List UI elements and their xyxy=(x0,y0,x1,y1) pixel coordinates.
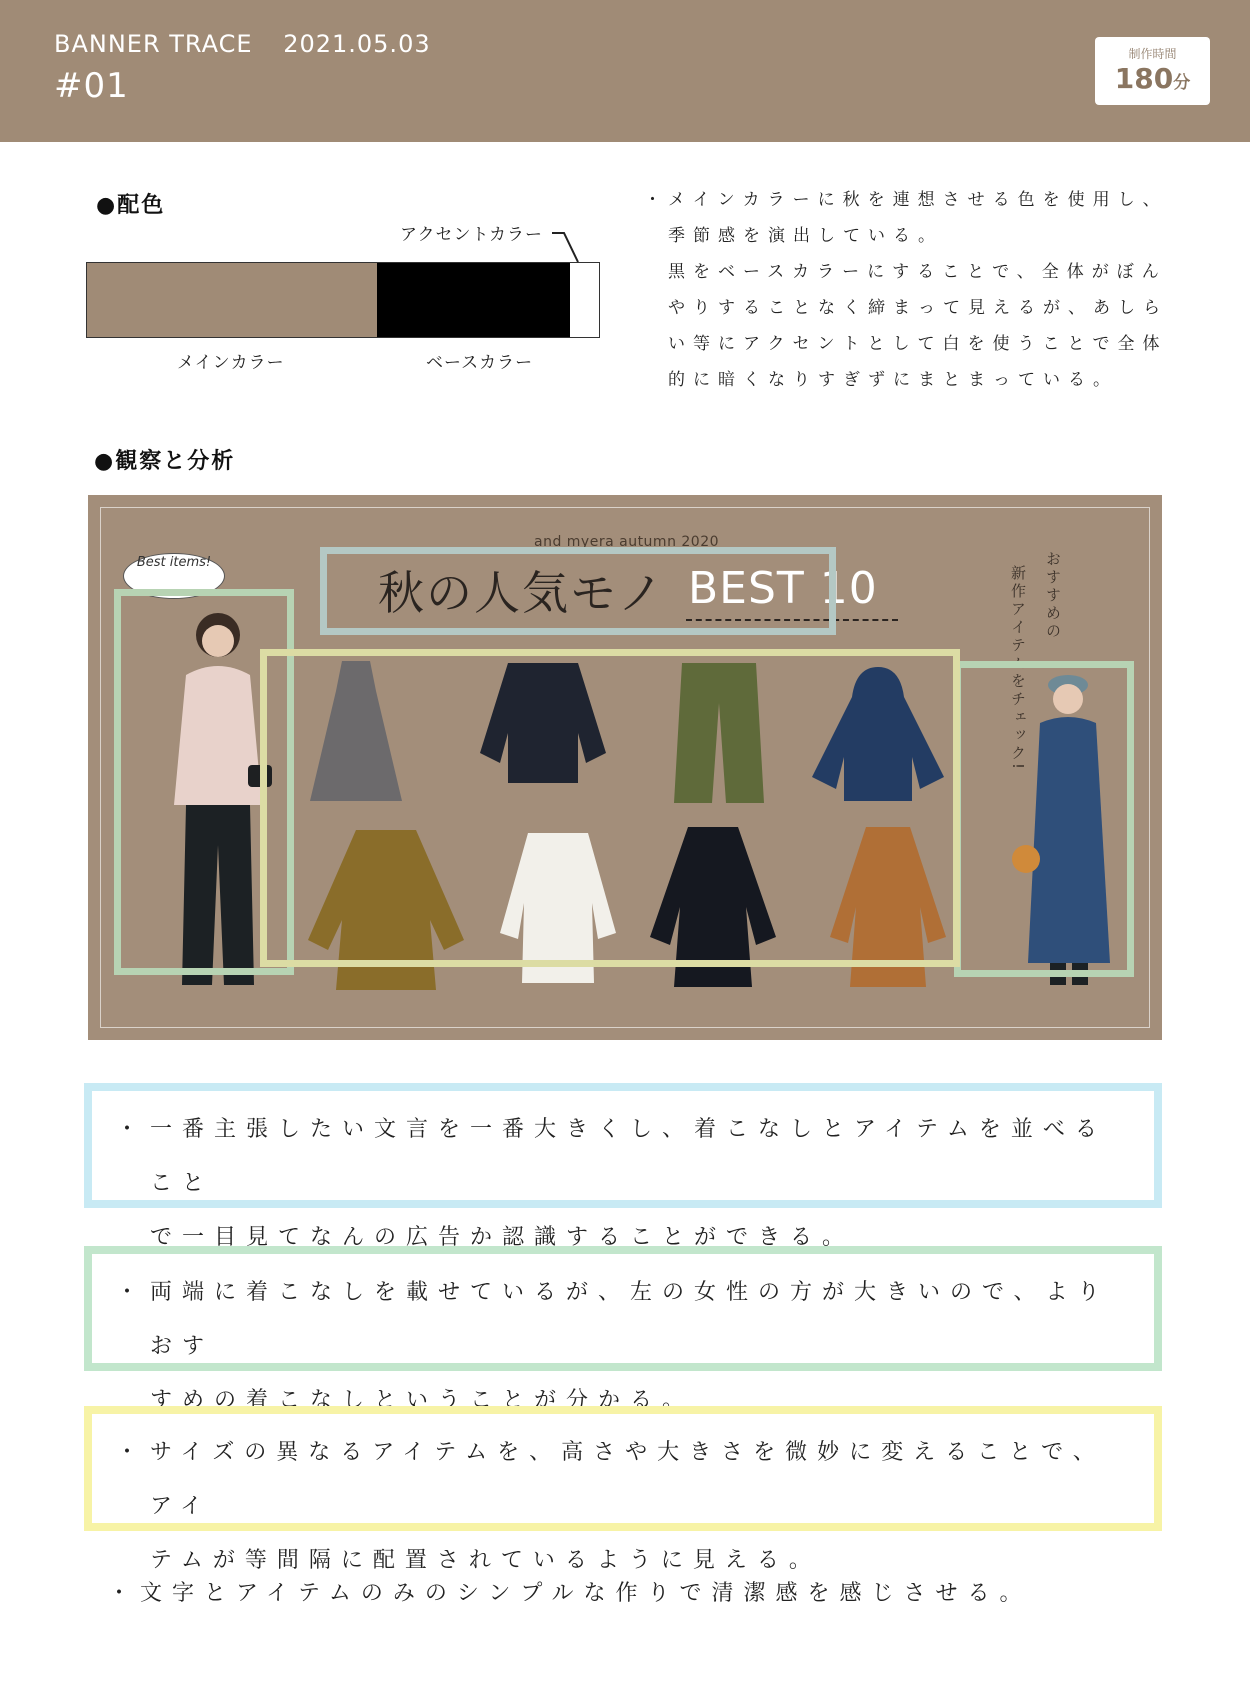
accent-pointer-line xyxy=(552,226,582,266)
note-box-yellow xyxy=(84,1406,1162,1573)
banner-vertical-text-1: おすすめの xyxy=(1044,551,1062,641)
banner-subtitle: and myera autumn 2020 xyxy=(534,534,720,550)
note-bullet: ・ xyxy=(116,1117,139,1142)
items-highlight-box xyxy=(260,649,960,967)
header-date: 2021.05.03 xyxy=(283,30,431,58)
note-box-blue xyxy=(84,1083,1162,1250)
note-line: サイズの異なるアイテムを、高さや大きさを微妙に変えることで、アイ xyxy=(150,1440,1105,1519)
speech-bubble: Best items! xyxy=(123,553,225,599)
color-note-line: い等にアクセントとして白を使うことで全体 xyxy=(668,334,1168,354)
production-time-badge xyxy=(1095,37,1210,105)
production-time-label: 制作時間 xyxy=(1128,47,1177,61)
production-time-unit: 分 xyxy=(1173,73,1191,93)
color-note-bullet: ・ xyxy=(644,190,661,210)
note-bullet: ・ xyxy=(116,1280,139,1305)
color-swatch-bar xyxy=(86,262,600,338)
note-line: 一番主張したい文言を一番大きくし、着こなしとアイテムを並べること xyxy=(150,1117,1107,1196)
main-color-label: メインカラー xyxy=(177,353,285,373)
color-section-heading: ●配色 xyxy=(96,193,166,218)
note-line: すめの着こなしということが分かる。 xyxy=(150,1388,695,1413)
main-color-swatch xyxy=(87,263,377,337)
base-color-label: ベースカラー xyxy=(426,353,534,373)
production-time-value xyxy=(1095,62,1210,95)
header-number: #01 xyxy=(54,66,129,106)
note-line: で一目見てなんの広告か認識することができる。 xyxy=(150,1225,855,1250)
final-note: ・文字とアイテムのみのシンプルな作りで清潔感を感じさせる。 xyxy=(108,1581,1032,1606)
header-bar xyxy=(0,0,1250,142)
color-note-line: 季節感を演出している。 xyxy=(668,226,943,246)
note-line: テムが等間隔に配置されているように見える。 xyxy=(150,1548,821,1573)
banner-best-text: BEST 10 xyxy=(688,563,878,614)
color-note-line: 的に暗くなりすぎずにまとまっている。 xyxy=(668,370,1118,390)
header-title-row xyxy=(54,30,453,58)
color-note-line: 黒をベースカラーにすることで、全体がぼん xyxy=(668,262,1167,282)
note-bullet: ・ xyxy=(116,1440,139,1465)
title-highlight-box xyxy=(320,547,836,635)
note-box-green xyxy=(84,1246,1162,1413)
banner-title: 秋の人気モノ xyxy=(378,566,666,620)
right-model-highlight-box xyxy=(954,661,1134,977)
banner-vertical-text-2: 新作アイテムをチェック! xyxy=(1009,565,1027,773)
production-time-number: 180 xyxy=(1114,62,1174,95)
base-color-swatch xyxy=(377,263,570,337)
color-note-line: メインカラーに秋を連想させる色を使用し、 xyxy=(668,190,1168,210)
header-title: BANNER TRACE xyxy=(54,30,253,58)
accent-color-swatch xyxy=(570,263,599,337)
analysis-section-heading: ●観察と分析 xyxy=(94,449,236,474)
note-line: 両端に着こなしを載せているが、左の女性の方が大きいので、よりおす xyxy=(150,1280,1110,1359)
color-description xyxy=(644,182,1198,398)
banner-image xyxy=(88,495,1162,1040)
accent-color-label: アクセントカラー xyxy=(400,225,543,245)
color-note-line: やりすることなく締まって見えるが、あしら xyxy=(668,298,1168,318)
